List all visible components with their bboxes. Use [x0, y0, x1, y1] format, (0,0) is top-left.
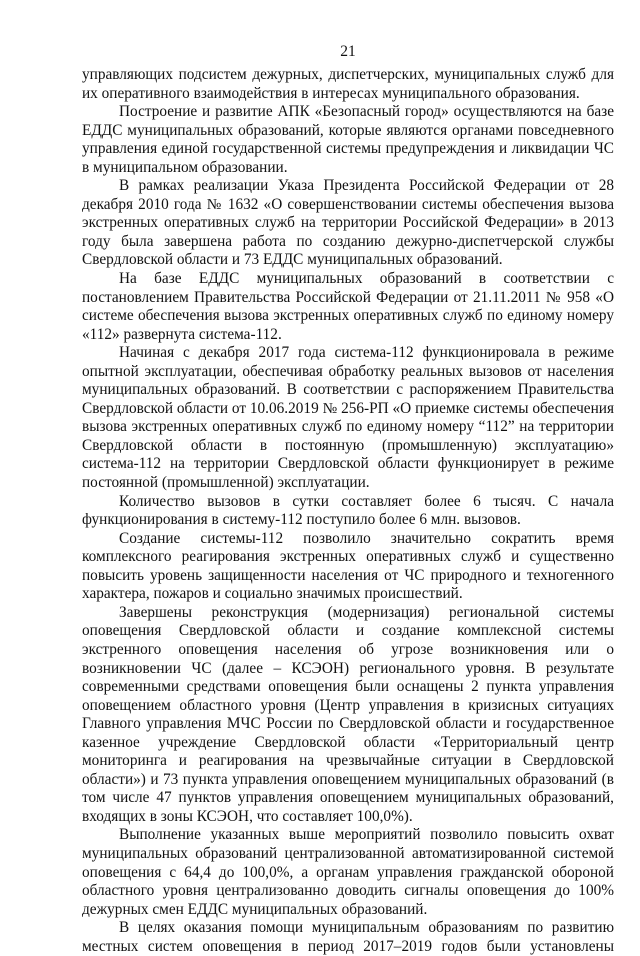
paragraph: В целях оказания помощи муниципальным образованиям по развитию местных систем оповещения в период 2017–2019 годов были установлены — [82, 919, 614, 955]
paragraph: Количество вызовов в сутки составляет более 6 тысяч. С начала функционирования в систему-112 поступило более 6 млн. вызовов. — [82, 492, 614, 529]
paragraph: Выполнение указанных выше мероприятий позволило повысить охват муниципальных образований централизованной автоматизированной системой оповещения с 64,4 до 100,0%, а органам управления гражданской обороной областного уровня централизованно доводить сигналы оповещения до 100% дежурных смен ЕДДС муниципальных образований. — [82, 826, 614, 918]
paragraph: Построение и развитие АПК «Безопасный город» осуществляются на базе ЕДДС муниципальных образований, которые являются органами повседневного управления единой государственной системы предупреждения и ликвидации ЧС в муниципальном образовании. — [82, 103, 614, 176]
paragraph: На базе ЕДДС муниципальных образований в соответствии с постановлением Правительства Российской Федерации от 21.11.2011 № 958 «О системе обеспечения вызова экстренных оперативных служб по единому номеру «112» развернута система-112. — [82, 270, 614, 343]
paragraph: Завершены реконструкция (модернизация) региональной системы оповещения Свердловской области и создание комплексной системы экстренного оповещения населения об угрозе возникновения или о возникновении ЧС (далее – КСЭОН) регионального уровня. В результате современными средствами оповещения были оснащены 2 пункта управления оповещением областного уровня (Центр управления в кризисных ситуациях Главного управления МЧС России по Свердловской области и государственное казенное учреждение Свердловской области «Территориальный центр мониторинга и реагирования на чрезвычайные ситуации в Свердловской области») и 73 пункта управления оповещением муниципальных образований (в том числе 47 пунктов управления оповещением муниципальных образований, входящих в зоны КСЭОН, что составляет 100,0%). — [82, 603, 614, 825]
paragraph: Начиная с декабря 2017 года система-112 функционировала в режиме опытной эксплуатации, обеспечивая обработку реальных вызовов от населения муниципальных образований. В соответствии с распоряжением Правительства Свердловской области от 10.06.2019 № 256-РП «О приемке системы обеспечения вызова экстренных оперативных служб по единому номеру “112” на территории Свердловской области в постоянную (промышленную) эксплуатацию» система-112 на территории Свердловской области функционирует в режиме постоянной (промышленной) эксплуатации. — [82, 344, 614, 492]
paragraph: Создание системы-112 позволило значительно сократить время комплексного реагирования экстренных оперативных служб и существенно повысить уровень защищенности населения от ЧС природного и техногенного характера, пожаров и социально значимых происшествий. — [82, 529, 614, 603]
paragraph: В рамках реализации Указа Президента Российской Федерации от 28 декабря 2010 года № 1632 «О совершенствовании системы обеспечения вызова экстренных оперативных служб на территории Российской Федерации» в 2013 году была завершена работа по созданию дежурно-диспетчерской службы Свердловской области и 73 ЕДДС муниципальных образований. — [82, 177, 614, 269]
paragraph: управляющих подсистем дежурных, диспетчерских, муниципальных служб для их оперативного взаимодействия в интересах муниципального образования. — [82, 66, 614, 102]
document-page — [82, 42, 614, 956]
page-number: 21 — [340, 43, 356, 60]
